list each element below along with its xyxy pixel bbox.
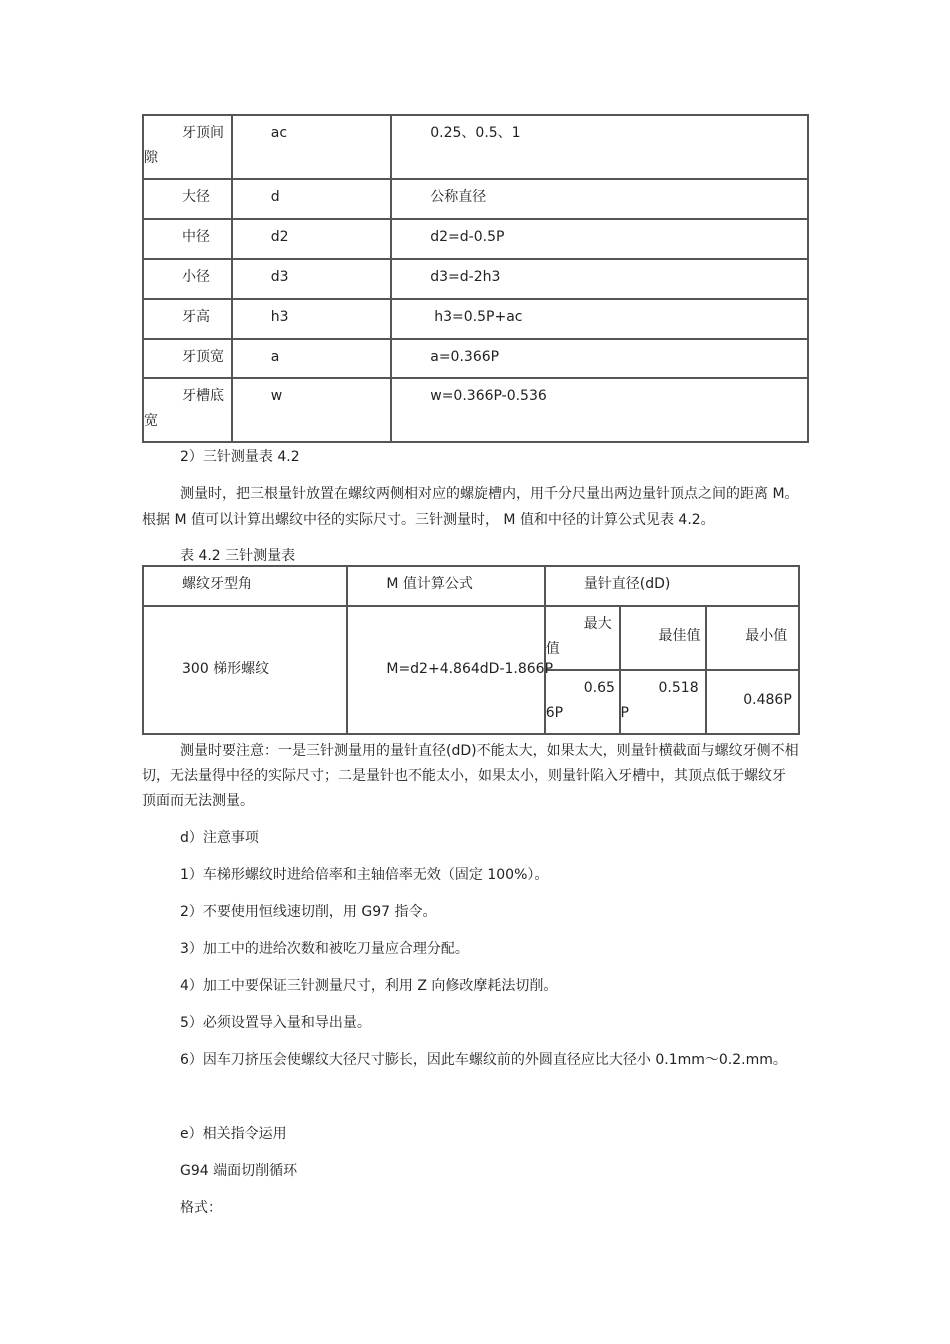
table-cell xyxy=(232,299,392,339)
cell-text: 牙槽底 xyxy=(182,388,224,404)
paragraph-line: 切，无法量得中径的实际尺寸；二是量针也不能太小，如果太小，则量针陷入牙槽中，其顶点低于螺纹牙 xyxy=(142,768,786,784)
table-cell xyxy=(706,670,799,734)
cell-text: 最小值 xyxy=(745,628,788,644)
cell-text: 值 xyxy=(545,641,560,657)
cell-text: 大径 xyxy=(182,189,210,205)
table-row xyxy=(143,339,808,378)
table-cell xyxy=(143,299,232,339)
table-cell xyxy=(143,259,232,299)
cell-text: 0.65 xyxy=(583,680,615,696)
table-cell xyxy=(391,378,808,442)
table-caption: 表 4.2 三针测量表 xyxy=(180,548,296,564)
cell-text: 隙 xyxy=(144,150,158,166)
cell-text: ac xyxy=(270,125,288,141)
table-cell xyxy=(620,606,707,670)
cell-text: 牙顶宽 xyxy=(182,349,224,365)
table-cell xyxy=(232,179,392,219)
paragraph-line: 测量时，把三根量针放置在螺纹两侧相对应的螺旋槽内，用千分尺量出两边量针顶点之间的距离 M。 xyxy=(180,486,799,502)
table-cell xyxy=(143,378,232,442)
notes-heading: d）注意事项 xyxy=(180,830,259,846)
table-cell xyxy=(391,299,808,339)
paragraph-line: 根据 M 值可以计算出螺纹中径的实际尺寸。三针测量时， M 值和中径的计算公式见表 4.2。 xyxy=(142,512,715,528)
table-row xyxy=(143,566,799,606)
cell-text: w xyxy=(270,388,283,404)
table-cell xyxy=(143,606,347,734)
table-cell xyxy=(232,259,392,299)
list-item: 3）加工中的进给次数和被吃刀量应合理分配。 xyxy=(180,941,469,957)
three-wire-measurement-table xyxy=(142,565,800,735)
table-cell xyxy=(143,179,232,219)
list-item: 5）必须设置导入量和导出量。 xyxy=(180,1015,371,1031)
table-cell xyxy=(143,339,232,378)
table-cell xyxy=(232,219,392,259)
table-cell xyxy=(391,219,808,259)
cell-text: h3 xyxy=(270,309,289,325)
section-heading: e）相关指令运用 xyxy=(180,1126,287,1142)
cell-text: a xyxy=(270,349,280,365)
cell-text: 量针直径(dD) xyxy=(583,576,671,592)
subsection-title: G94 端面切削循环 xyxy=(180,1163,298,1179)
cell-text: 牙顶间 xyxy=(182,125,224,141)
table-cell xyxy=(545,606,620,670)
paragraph-line: 测量时要注意：一是三针测量用的量针直径(dD)不能太大，如果太大，则量针横截面与螺纹牙侧不相 xyxy=(180,743,799,759)
table-cell xyxy=(620,670,707,734)
table-header-cell xyxy=(347,566,544,606)
table-row xyxy=(143,378,808,442)
cell-text: 6P xyxy=(545,705,564,721)
format-label: 格式： xyxy=(180,1200,222,1216)
table-row xyxy=(143,179,808,219)
cell-text: 0.518 xyxy=(658,680,699,696)
cell-text: 0.25、0.5、1 xyxy=(430,125,521,141)
list-item: 1）车梯形螺纹时进给倍率和主轴倍率无效（固定 100%）。 xyxy=(180,867,549,883)
cell-text: 宽 xyxy=(144,413,158,429)
table-row xyxy=(143,115,808,179)
table-row xyxy=(143,299,808,339)
cell-text: h3=0.5P+ac xyxy=(434,309,523,325)
table-cell xyxy=(143,115,232,179)
table-row xyxy=(143,606,799,670)
cell-text: 公称直径 xyxy=(430,189,487,205)
cell-text: 牙高 xyxy=(182,309,210,325)
table-row xyxy=(143,259,808,299)
table-header-cell xyxy=(143,566,347,606)
cell-text: d3 xyxy=(270,269,289,285)
cell-text: 螺纹牙型角 xyxy=(182,576,252,592)
table-cell xyxy=(232,115,392,179)
table-cell xyxy=(232,339,392,378)
cell-text: P xyxy=(620,705,629,721)
table-cell xyxy=(706,606,799,670)
cell-text: 小径 xyxy=(182,269,210,285)
list-item: 2）不要使用恒线速切削，用 G97 指令。 xyxy=(180,904,437,920)
cell-text: d2=d-0.5P xyxy=(430,229,505,245)
cell-text: w=0.366P-0.536 xyxy=(430,388,547,404)
table-header-cell xyxy=(545,566,799,606)
list-item: 4）加工中要保证三针测量尺寸，利用 Z 向修改摩耗法切削。 xyxy=(180,978,558,994)
table-cell xyxy=(143,219,232,259)
paragraph-line: 顶面而无法测量。 xyxy=(142,793,254,809)
table-cell xyxy=(391,339,808,378)
cell-text: d3=d-2h3 xyxy=(430,269,501,285)
table-cell xyxy=(347,606,554,734)
cell-text: M 值计算公式 xyxy=(386,576,473,592)
table-cell xyxy=(391,259,808,299)
cell-text: 中径 xyxy=(182,229,210,245)
cell-text: d2 xyxy=(270,229,289,245)
section-heading: 2）三针测量表 4.2 xyxy=(180,449,300,465)
table-cell xyxy=(391,179,808,219)
cell-text: 最佳值 xyxy=(658,628,701,644)
cell-text: 0.486P xyxy=(743,692,792,708)
table-cell xyxy=(232,378,392,442)
cell-text: 最大 xyxy=(583,616,612,632)
cell-text: a=0.366P xyxy=(430,349,500,365)
table-row xyxy=(143,219,808,259)
cell-text: d xyxy=(270,189,280,205)
cell-text: 300 梯形螺纹 xyxy=(182,661,270,677)
cell-text: M=d2+4.864dD-1.866P xyxy=(386,661,554,677)
table-cell xyxy=(545,670,620,734)
thread-parameter-table xyxy=(142,114,809,443)
list-item: 6）因车刀挤压会使螺纹大径尺寸膨长，因此车螺纹前的外圆直径应比大径小 0.1mm～0.2.mm。 xyxy=(180,1052,787,1068)
table-cell xyxy=(391,115,808,179)
